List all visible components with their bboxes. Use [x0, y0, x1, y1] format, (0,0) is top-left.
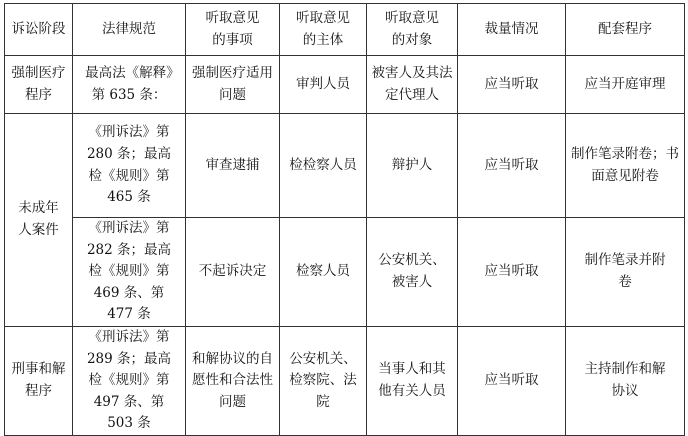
- table-row: [5, 218, 685, 327]
- object-cell: 当事人和其他有关人员: [367, 326, 458, 435]
- stage-cell: 刑事和解程序: [5, 326, 73, 435]
- header-matter: 听取意见的事项: [186, 4, 280, 56]
- table-row: [5, 114, 685, 218]
- subject-cell: 审判人员: [280, 56, 367, 114]
- discretion-cell: 应当听取: [458, 218, 566, 327]
- matter-cell: 不起诉决定: [186, 218, 280, 327]
- header-supporting-procedure: 配套程序: [566, 4, 685, 56]
- stage-cell: 强制医疗程序: [5, 56, 73, 114]
- table-row: [5, 56, 685, 114]
- procedure-cell: 主持制作和解协议: [566, 326, 685, 435]
- object-cell: 辩护人: [367, 114, 458, 218]
- matter-cell: 强制医疗适用问题: [186, 56, 280, 114]
- procedure-cell: 应当开庭审理: [566, 56, 685, 114]
- legal-norm-cell: 《刑诉法》第 282 条；最高检《规则》第 469 条、第 477 条: [73, 218, 186, 327]
- object-cell: 公安机关、被害人: [367, 218, 458, 327]
- subject-cell: 检察人员: [280, 218, 367, 327]
- header-row: [5, 4, 685, 56]
- legal-norm-cell: 最高法《解释》第 635 条：: [73, 56, 186, 114]
- matter-cell: 和解协议的自愿性和合法性问题: [186, 326, 280, 435]
- header-discretion: 裁量情况: [458, 4, 566, 56]
- header-stage: 诉讼阶段: [5, 4, 73, 56]
- discretion-cell: 应当听取: [458, 326, 566, 435]
- stage-cell: 未成年人案件: [5, 114, 73, 327]
- matter-cell: 审查逮捕: [186, 114, 280, 218]
- object-cell: 被害人及其法定代理人: [367, 56, 458, 114]
- procedure-cell: 制作笔录附卷；书面意见附卷: [566, 114, 685, 218]
- header-legal-norm: 法律规范: [73, 4, 186, 56]
- discretion-cell: 应当听取: [458, 56, 566, 114]
- discretion-cell: 应当听取: [458, 114, 566, 218]
- procedure-table: [4, 3, 685, 436]
- table-row: [5, 326, 685, 435]
- subject-cell: 检检察人员: [280, 114, 367, 218]
- procedure-cell: 制作笔录并附卷: [566, 218, 685, 327]
- header-object: 听取意见的对象: [367, 4, 458, 56]
- subject-cell: 公安机关、检察院、法院: [280, 326, 367, 435]
- legal-norm-cell: 《刑诉法》第 289 条；最高检《规则》第 497 条、第 503 条: [73, 326, 186, 435]
- header-subject: 听取意见的主体: [280, 4, 367, 56]
- legal-norm-cell: 《刑诉法》第 280 条；最高检《规则》第 465 条: [73, 114, 186, 218]
